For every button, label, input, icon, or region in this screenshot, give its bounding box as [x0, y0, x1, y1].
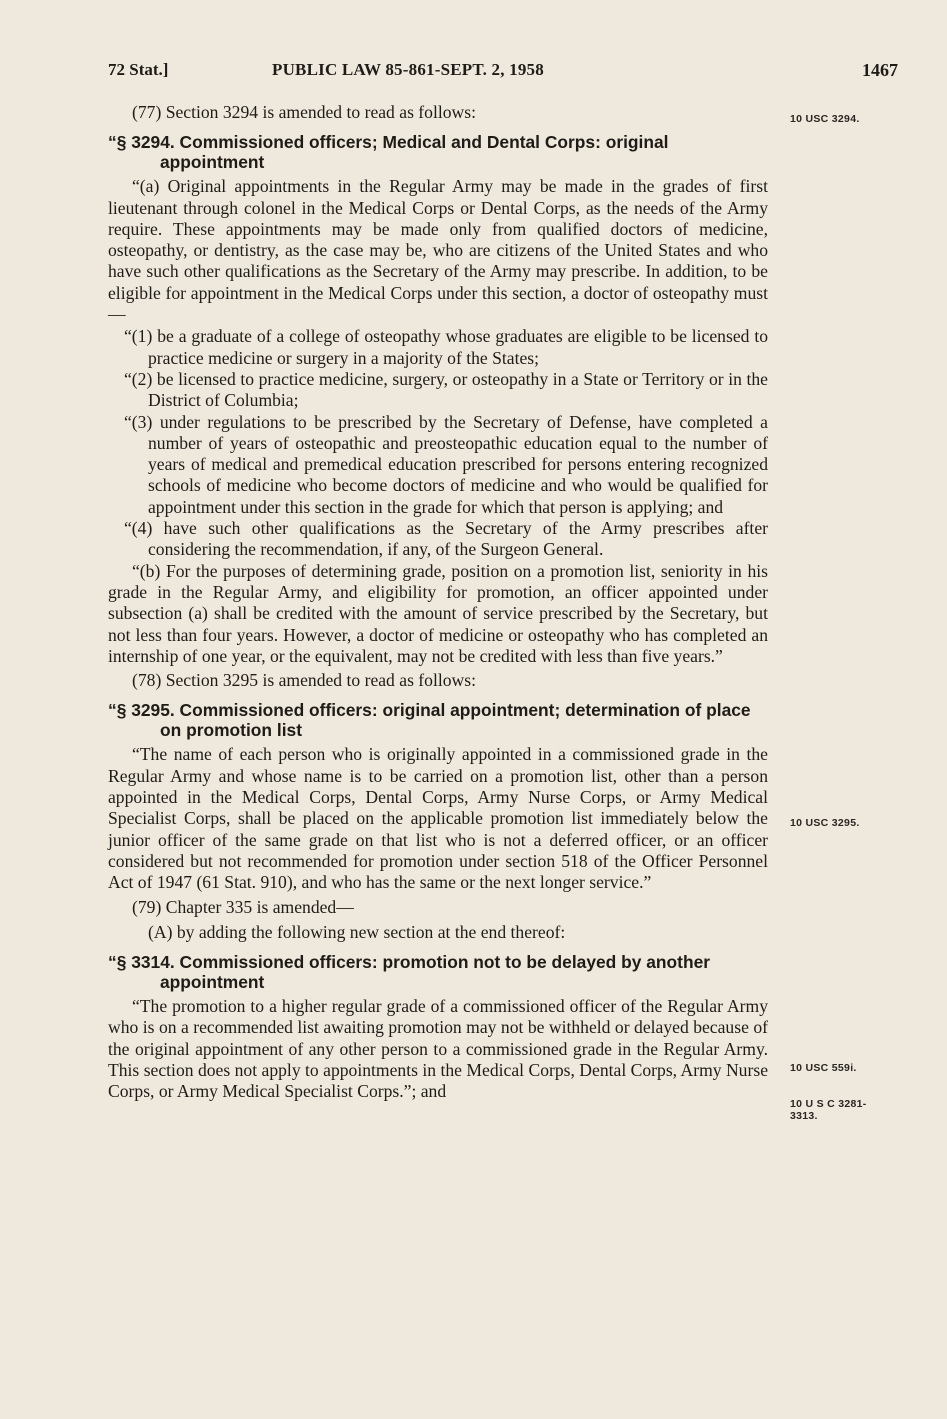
document-body [108, 100, 768, 1104]
margin-note-3295: 10 USC 3295. [790, 817, 860, 829]
section-3295-text: “The name of each person who is originally appointed in a commissioned grade in the Regular Army and whose name is to be carried on a promotion list, other than a person appointed in the Medical Corps, Dental Corps, Army Nurse Corps, or Army Medical Specialist Corps, shall be placed on the applicable promotion list immediately below the junior officer of the same grade on that list who is not a deferred officer, or an officer considered but not recommended for promotion under section 518 of the Officer Personnel Act of 1947 (61 Stat. 910), and who has the same or the next longer service.” [108, 744, 768, 893]
margin-note-3294: 10 USC 3294. [790, 113, 860, 125]
clause-1: “(1) be a graduate of a college of osteopathy whose graduates are eligible to be licensed to practice medicine or surgery in a majority of the States; [124, 326, 768, 368]
section-3314-text: “The promotion to a higher regular grade of a commissioned officer of the Regular Army who is on a recommended list awaiting promotion may not be withheld or delayed because of the original appointment of any other person to a commissioned grade in the Regular Army. This section does not apply to appointments in the Medical Corps, Dental Corps, Army Nurse Corps, or Army Medical Specialist Corps.”; and [108, 996, 768, 1102]
margin-note-5591: 10 USC 559i. [790, 1062, 857, 1074]
subsection-a: “(a) Original appointments in the Regular Army may be made in the grades of first lieutenant through colonel in the Medical Corps or Dental Corps, as the needs of the Army require. These appointments may be made only from qualified doctors of medicine, osteopathy, or dentistry, as the case may be, who are citizens of the United States and who have such other qualifications as the Secretary of the Army may prescribe. In addition, to be eligible for appointment in the Medical Corps under this section, a doctor of osteopathy must— [108, 176, 768, 325]
margin-note-3281: 10 U S C 3281-3313. [790, 1098, 867, 1122]
law-title: PUBLIC LAW 85-861-SEPT. 2, 1958 [272, 60, 544, 79]
clause-4: “(4) have such other qualifications as the Secretary of the Army prescribes after considering the recommendation, if any, of the Surgeon General. [124, 518, 768, 560]
subsection-b: “(b) For the purposes of determining grade, position on a promotion list, seniority in his grade in the Regular Army, and eligibility for promotion, an officer appointed under subsection (a) shall be credited with the amount of service prescribed by the Secretary, but not less than four years. However, a doctor of medicine or osteopathy who has completed an internship of one year, or the equivalent, may not be credited with less than five years.” [108, 560, 768, 666]
section-heading-3295: “§ 3295. Commissioned officers: original appointment; determination of place on promotion list [108, 700, 751, 741]
page-number: 1467 [862, 60, 898, 80]
statute-reference: 72 Stat.] [108, 60, 169, 79]
amendment-78: (78) Section 3295 is amended to read as follows: [132, 670, 476, 691]
section-heading-3294: “§ 3294. Commissioned officers; Medical and Dental Corps: original appointment [108, 132, 669, 173]
section-heading-3314: “§ 3314. Commissioned officers: promotion not to be delayed by another appointment [108, 952, 711, 993]
amendment-79-a: (A) by adding the following new section at the end thereof: [148, 921, 566, 942]
clause-2: “(2) be licensed to practice medicine, surgery, or osteopathy in a State or Territory or in the District of Columbia; [124, 368, 768, 411]
clause-3: “(3) under regulations to be prescribed by the Secretary of Defense, have completed a number of years of osteopathic and preosteopathic education equal to the number of years of medical and premedical education prescribed for persons entering recognized schools of medicine who become doctors of medicine and who would be qualified for appointment under this section in the grade for which that person is applying; and [124, 411, 768, 517]
amendment-79: (79) Chapter 335 is amended— [132, 896, 354, 917]
page-header [108, 60, 898, 88]
amendment-77: (77) Section 3294 is amended to read as follows: [132, 102, 476, 122]
